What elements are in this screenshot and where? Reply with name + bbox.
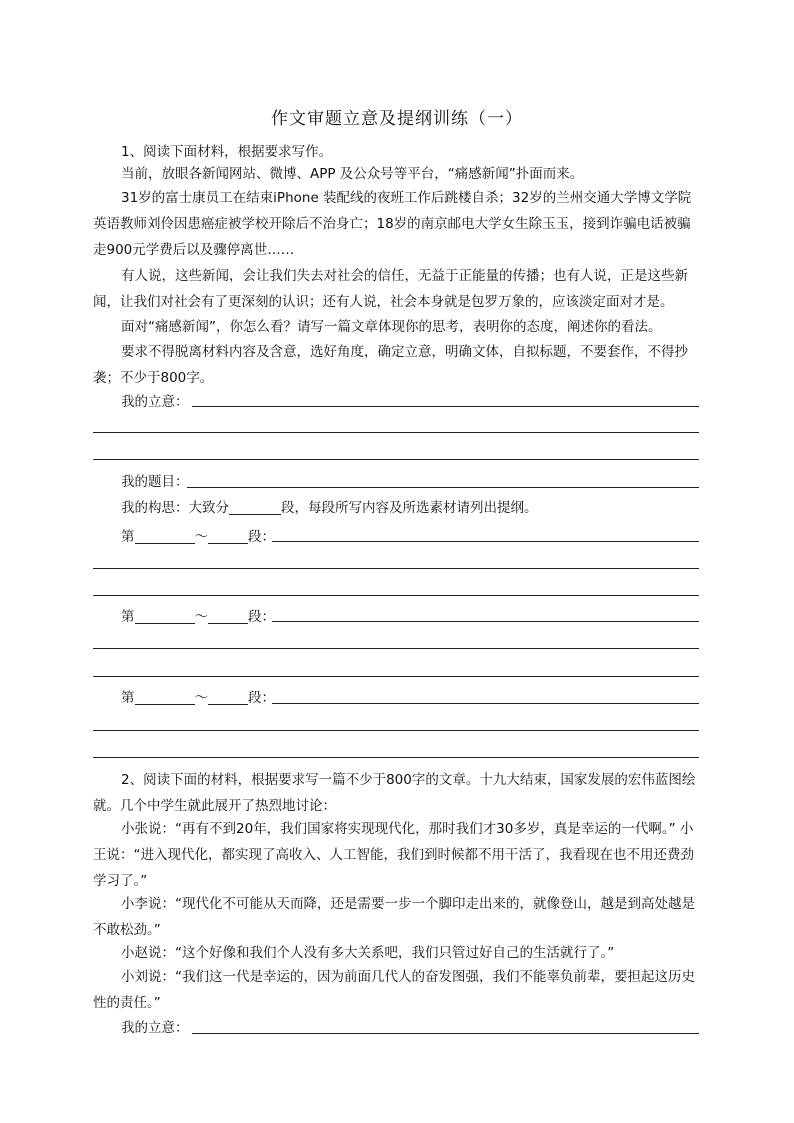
q2-thesis-label: 我的立意：	[121, 1020, 189, 1036]
q1-paragraph-1: 当前，放眼各新闻网站、微博、APP 及公众号等平台，“痛感新闻”扑面而来。	[121, 166, 584, 182]
section-2-line-3[interactable]	[93, 676, 699, 677]
tilde: ～	[194, 609, 208, 625]
q2-intro: 2、阅读下面的材料，根据要求写一篇不少于800字的文章。十九大结束，国家发展的宏伟蓝图绘就。几个中学生就此展开了热烈地讨论：	[93, 772, 696, 814]
q1-paragraph-4: 面对“痛感新闻”，你怎么看？请写一篇文章体现你的思考，表明你的态度，阐述你的看法。	[121, 319, 662, 335]
section-count-blank[interactable]	[229, 498, 281, 515]
duan-label: 段：	[248, 529, 275, 545]
section-3-line-1[interactable]	[272, 703, 699, 704]
di-label: 第	[121, 609, 135, 625]
q1-paragraph-5: 要求不得脱离材料内容及含意，选好角度，确定立意，明确文体，自拟标题，不要套作，不得抄袭；不少于800字。	[93, 344, 688, 386]
tilde: ～	[194, 690, 208, 706]
q1-title-label: 我的题目：	[121, 474, 189, 490]
section-1-line-3[interactable]	[93, 595, 699, 596]
outline-prefix: 我的构思：大致分	[121, 500, 229, 516]
duan-label: 段：	[248, 609, 275, 625]
section-range-1	[121, 527, 275, 547]
section-end-blank[interactable]	[208, 688, 248, 705]
section-start-blank[interactable]	[135, 527, 195, 544]
q1-thesis-line-3[interactable]	[93, 459, 699, 460]
section-end-blank[interactable]	[208, 527, 248, 544]
section-start-blank[interactable]	[135, 607, 195, 624]
section-range-3	[121, 688, 275, 708]
di-label: 第	[121, 529, 135, 545]
q2-li: 小李说：“现代化不可能从天而降，还是需要一步一个脚印走出来的，就像登山，越是到高处越是不敢松劲。”	[93, 896, 695, 938]
section-start-blank[interactable]	[135, 688, 195, 705]
q1-thesis-line-2[interactable]	[93, 432, 699, 433]
q1-thesis-line-1[interactable]	[192, 406, 699, 407]
page-title: 作文审题立意及提纲训练（一）	[271, 109, 523, 129]
section-2-line-1[interactable]	[272, 621, 699, 622]
section-2-line-2[interactable]	[93, 648, 699, 649]
q1-title-line[interactable]	[187, 487, 699, 488]
q1-paragraph-3: 有人说，这些新闻，会让我们失去对社会的信任，无益于正能量的传播；也有人说，正是这些新闻，让我们对社会有了更深刻的认识；还有人说，社会本身就是包罗万象的，应该淡定面对才是。	[93, 268, 688, 310]
di-label: 第	[121, 690, 135, 706]
duan-label: 段：	[248, 690, 275, 706]
q2-zhang-wang: 小张说：“再有不到20年，我们国家将实现现代化，那时我们才30多岁，真是幸运的一代啊。” 小王说：“进入现代化，都实现了高收入、人工智能，我们到时候都不用干活了，我看现在也不用还费劲学习了。”	[93, 821, 694, 889]
q1-outline-label	[121, 498, 538, 518]
q2-thesis-line-1[interactable]	[192, 1033, 699, 1034]
q1-paragraph-2: 31岁的富士康员工在结束iPhone 装配线的夜班工作后跳楼自杀；32岁的兰州交通大学博文学院英语教师刘伶因患癌症被学校开除后不治身亡；18岁的南京邮电大学女生除玉玉，接到诈骗电话被骗走900元学费后以及骤停离世……	[93, 190, 692, 258]
tilde: ～	[194, 529, 208, 545]
section-1-line-1[interactable]	[272, 541, 699, 542]
section-3-line-3[interactable]	[93, 757, 699, 758]
q2-liu: 小刘说：“我们这一代是幸运的，因为前面几代人的奋发图强，我们不能辜负前辈，要担起这历史性的责任。”	[93, 969, 695, 1011]
section-range-2	[121, 607, 275, 627]
section-end-blank[interactable]	[208, 607, 248, 624]
section-1-line-2[interactable]	[93, 568, 699, 569]
q2-zhao: 小赵说：“这个好像和我们个人没有多大关系吧，我们只管过好自己的生活就行了。”	[121, 945, 615, 961]
outline-suffix: 段，每段所写内容及所选素材请列出提纲。	[281, 500, 538, 516]
section-3-line-2[interactable]	[93, 730, 699, 731]
q1-intro: 1、阅读下面材料，根据要求写作。	[121, 144, 333, 160]
q1-thesis-label: 我的立意：	[121, 394, 189, 410]
